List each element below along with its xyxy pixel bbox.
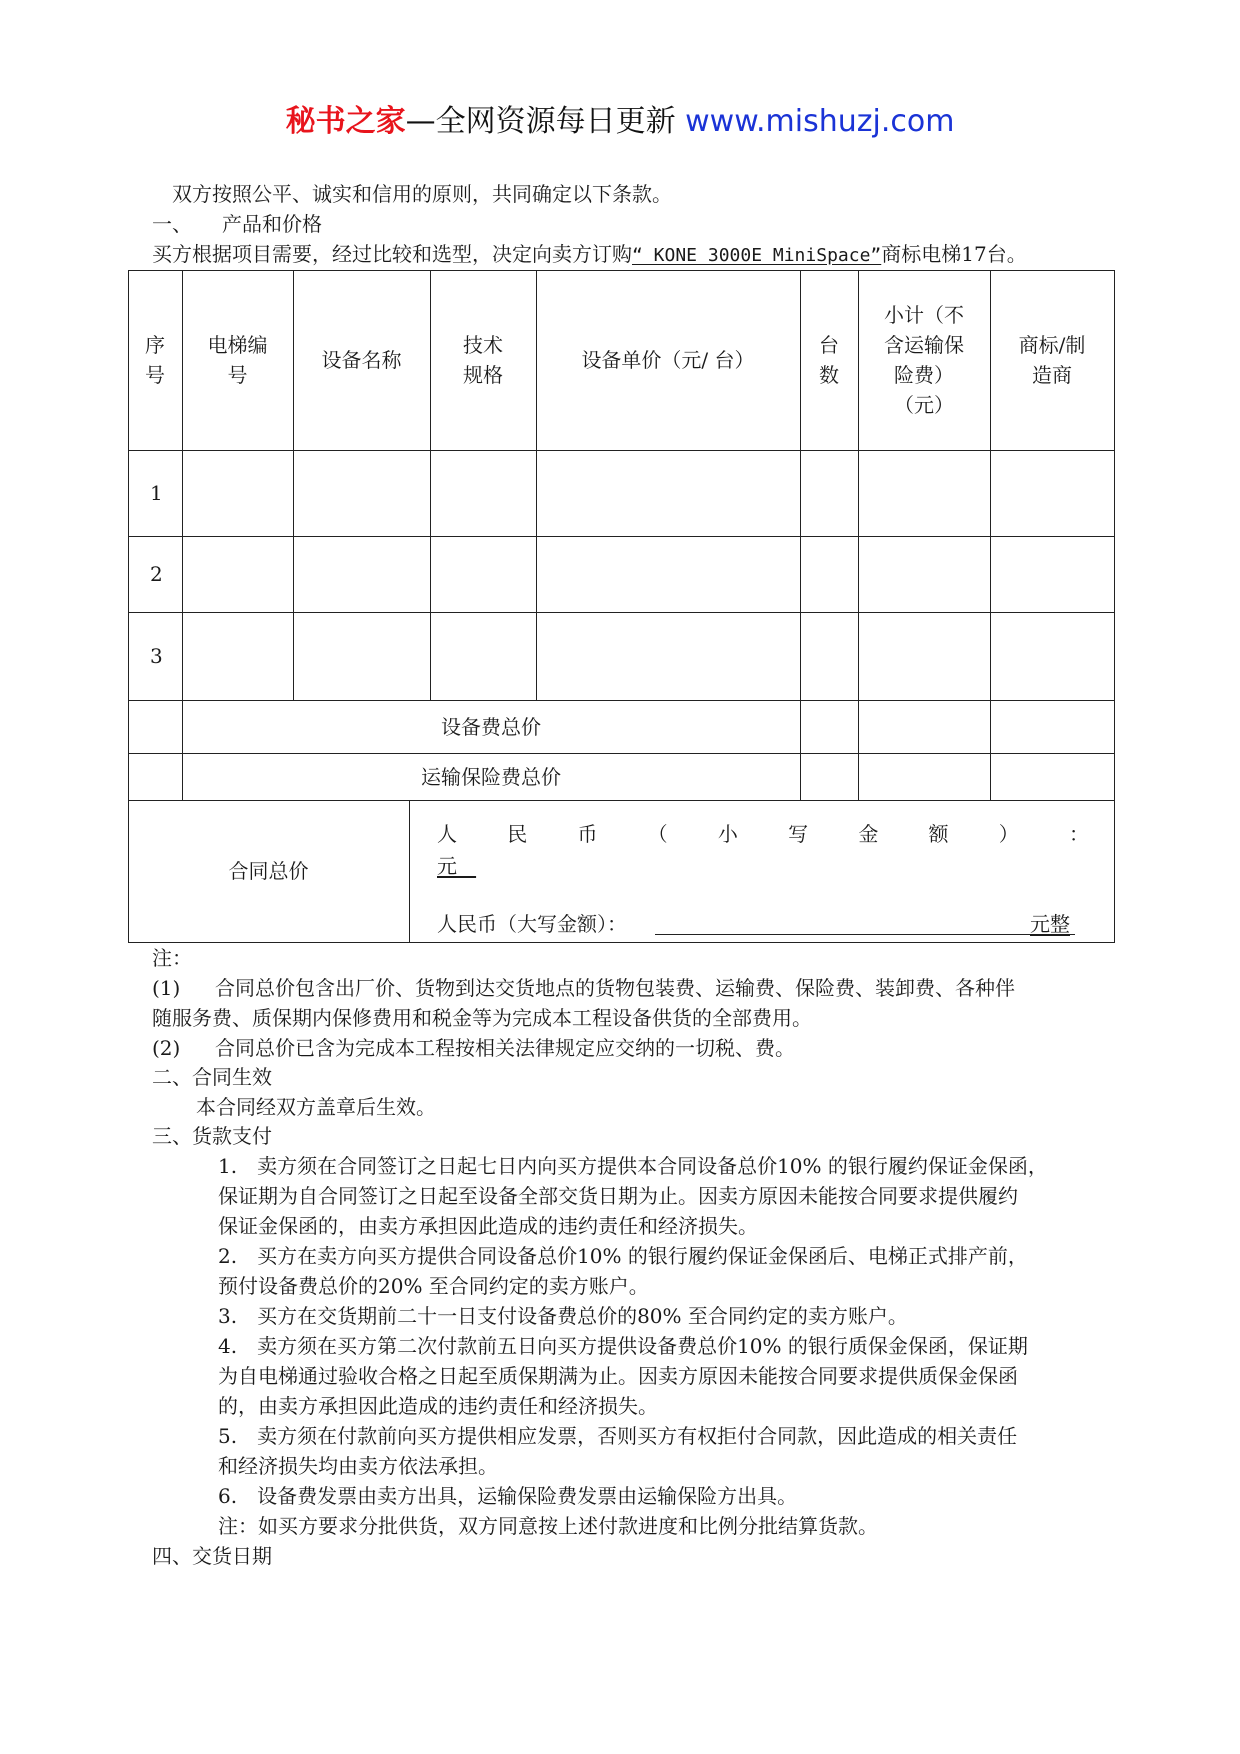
note-1-line-2: 随服务费、质保期内保修费用和税金等为完成本工程设备供货的全部费用。 xyxy=(152,1006,812,1030)
item-1-line-3: 保证金保函的，由卖方承担因此造成的违约责任和经济损失。 xyxy=(218,1214,758,1238)
item-5-line-2: 和经济损失均由卖方依法承担。 xyxy=(218,1454,498,1478)
header-no: 序号 xyxy=(145,333,165,387)
product-name: “ KONE 3000E MiniSpace” xyxy=(632,245,882,266)
section-1-title: 一、 产品和价格 xyxy=(152,212,322,236)
transport-total-label: 运输保险费总价 xyxy=(421,764,561,789)
equipment-total-label: 设备费总价 xyxy=(441,714,541,739)
desc-after: 商标电梯17台。 xyxy=(881,242,1027,266)
rmb-small-unit: 元 xyxy=(437,854,457,878)
item-3-line-1: 3. 买方在交货期前二十一日支付设备费总价的80% 至合同约定的卖方账户。 xyxy=(218,1304,908,1328)
item-4-line-2: 为自电梯通过验收合格之日起至质保期满为止。因卖方原因未能按合同要求提供质保金保函 xyxy=(218,1364,1018,1388)
row-2-no: 2 xyxy=(150,562,163,586)
site-url-link[interactable]: www.mishuzj.com xyxy=(685,104,955,139)
item-1-line-2: 保证期为自合同签订之日起至设备全部交货日期为止。因卖方原因未能按合同要求提供履约 xyxy=(218,1184,1018,1208)
row-3-no: 3 xyxy=(150,644,163,668)
intro-text: 双方按照公平、诚实和信用的原则，共同确定以下条款。 xyxy=(172,182,672,206)
note-1-line-1: 合同总价包含出厂价、货物到达交货地点的货物包装费、运输费、保险费、装卸费、各种伴 xyxy=(215,976,1015,1000)
section-3-title: 三、货款支付 xyxy=(152,1124,272,1148)
rmb-big-blank[interactable] xyxy=(655,934,1075,935)
item-1-line-1: 1. 卖方须在合同签订之日起七日内向买方提供本合同设备总价10% 的银行履约保证金保函， xyxy=(218,1154,1048,1178)
header-equipment-name: 设备名称 xyxy=(321,348,402,372)
item-4-line-3: 的，由卖方承担因此造成的违约责任和经济损失。 xyxy=(218,1394,658,1418)
header-subtotal: 小计（不含运输保险费）（元） xyxy=(884,303,964,417)
rmb-big-unit: 元整 xyxy=(1030,912,1070,936)
brand-name: 秘书之家 xyxy=(285,104,406,139)
item-4-line-1: 4. 卖方须在买方第二次付款前五日向买方提供设备费总价10% 的银行质保金保函，保证期 xyxy=(218,1334,1028,1358)
header-slogan: —全网资源每日更新 xyxy=(405,104,686,139)
header-elevator-no: 电梯编号 xyxy=(207,333,268,387)
row-1-no: 1 xyxy=(150,481,163,505)
section-2-text: 本合同经双方盖章后生效。 xyxy=(196,1095,436,1119)
section-4-title: 四、交货日期 xyxy=(152,1544,272,1568)
header-quantity: 台数 xyxy=(819,333,839,387)
header-spec: 技术规格 xyxy=(463,333,503,387)
note-1-label: (1) xyxy=(152,976,181,1000)
rmb-small-label: 人 民 币 （ 小 写 金 额 ） ： xyxy=(437,822,1089,846)
site-header xyxy=(0,100,1240,144)
header-unit-price: 设备单价（元/ 台） xyxy=(581,348,755,372)
item-6-line-1: 6. 设备费发票由卖方出具，运输保险费发票由运输保险方出具。 xyxy=(218,1484,798,1508)
contract-total-label: 合同总价 xyxy=(228,859,309,883)
item-2-line-1: 2. 买方在卖方向买方提供合同设备总价10% 的银行履约保证金保函后、电梯正式排产前， xyxy=(218,1244,1028,1268)
item-5-line-1: 5. 卖方须在付款前向买方提供相应发票，否则买方有权拒付合同款，因此造成的相关责任 xyxy=(218,1424,1018,1448)
notes-title: 注： xyxy=(152,946,192,970)
section-2-title: 二、合同生效 xyxy=(152,1065,272,1089)
desc-before: 买方根据项目需要，经过比较和选型，决定向卖方订购 xyxy=(152,242,632,266)
note-2-text: 合同总价已含为完成本工程按相关法律规定应交纳的一切税、费。 xyxy=(215,1036,795,1060)
header-brand: 商标/制造商 xyxy=(1018,333,1086,387)
section-1-desc xyxy=(152,240,1027,270)
rmb-big-label: 人民币（大写金额）： xyxy=(437,912,627,936)
item-2-line-2: 预付设备费总价的20% 至合同约定的卖方账户。 xyxy=(218,1274,649,1298)
section-3-note: 注：如买方要求分批供货，双方同意按上述付款进度和比例分批结算货款。 xyxy=(218,1514,878,1538)
note-2-label: (2) xyxy=(152,1036,181,1060)
